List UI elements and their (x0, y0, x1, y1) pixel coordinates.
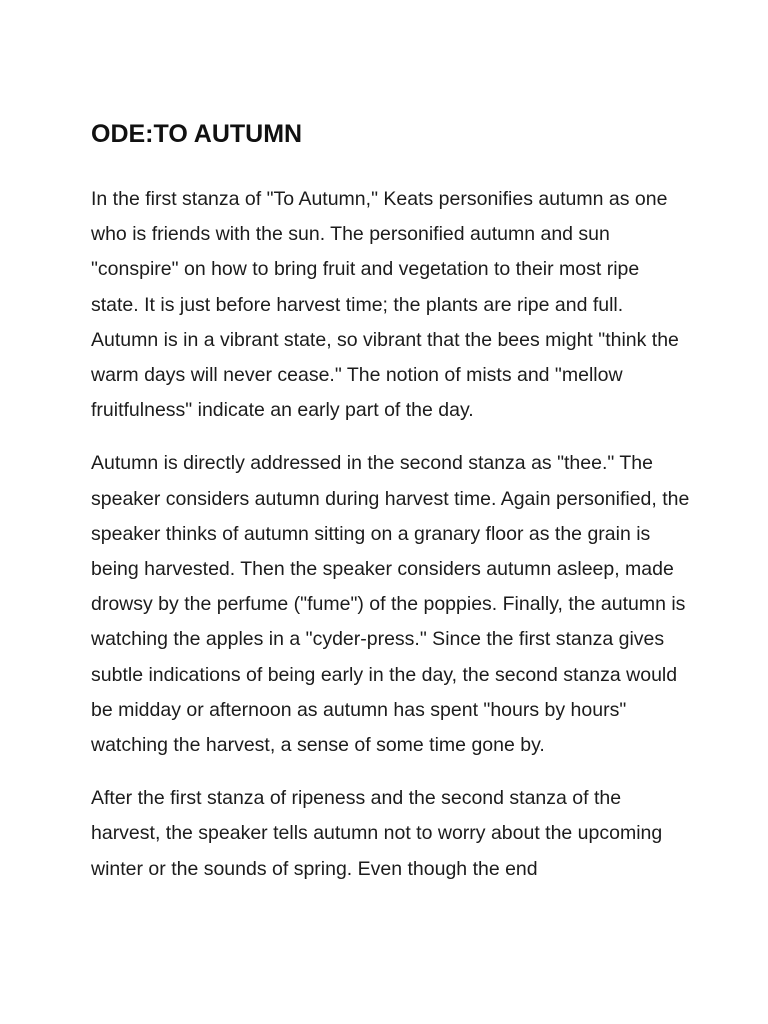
paragraph-second-stanza: Autumn is directly addressed in the second stanza as "thee." The speaker considers autumn during harvest time. Again personified, the speaker thinks of autumn sitting on a granary floor as the grain is being harvested. Then the speaker considers autumn asleep, made drowsy by the perfume ("fume") of the poppies. Finally, the autumn is watching the apples in a "cyder-press." Since the first stanza gives subtle indications of being early in the day, the second stanza would be midday or afternoon as autumn has spent "hours by hours" watching the harvest, a sense of some time gone by. (91, 452, 690, 757)
paragraph-third-stanza: After the first stanza of ripeness and the second stanza of the harvest, the speaker tells autumn not to worry about the upcoming winter or the sounds of spring. Even though the end (91, 787, 663, 880)
paragraph-first-stanza: In the first stanza of "To Autumn," Keats personifies autumn as one who is friends with the sun. The personified autumn and sun "conspire" on how to bring fruit and vegetation to their most ripe state. It is just before harvest time; the plants are ripe and full. Autumn is in a vibrant state, so vibrant that the bees might "think the warm days will never cease." The notion of mists and "mellow fruitfulness" indicate an early part of the day. (91, 188, 679, 422)
document-title: ODE:TO AUTUMN (91, 120, 303, 148)
document-body (91, 116, 691, 905)
